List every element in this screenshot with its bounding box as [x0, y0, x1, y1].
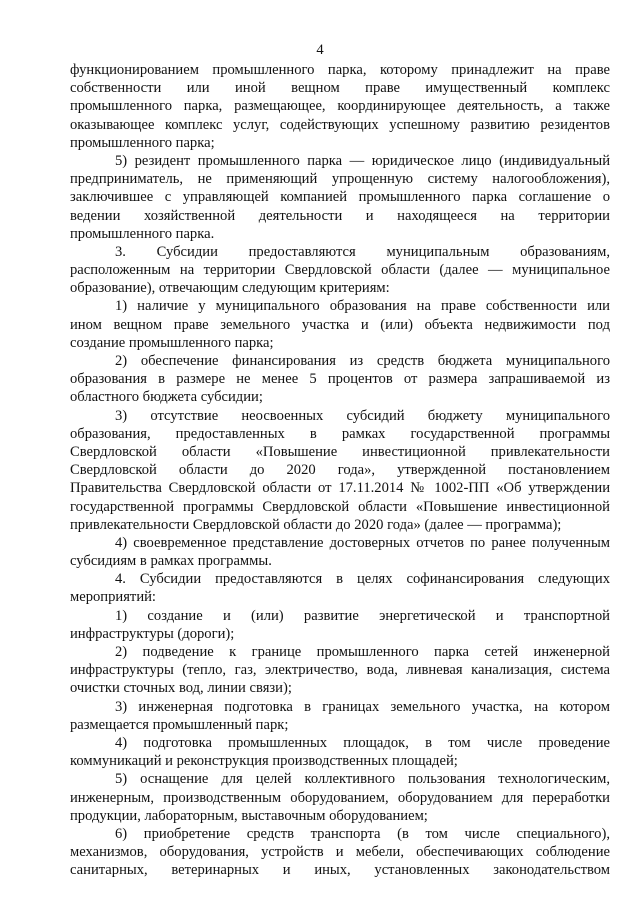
document-body [70, 61, 610, 879]
text-line: продукции, лабораторным, выставочным оборудованием; [70, 807, 428, 824]
text-line: инфраструктуры (дороги); [70, 625, 235, 642]
text-line: 3) отсутствие неосвоенных субсидий бюджету муниципального [115, 407, 610, 424]
paragraph [70, 534, 610, 570]
text-line: 5) оснащение для целей коллективного пользования технологическим, [115, 771, 610, 788]
text-line: 4) своевременное представление достоверных отчетов по ранее полученным [115, 534, 610, 551]
text-line: привлекательности Свердловской области до 2020 года» (далее — программа); [70, 516, 562, 533]
text-line: ином вещном праве земельного участка и (или) объекта недвижимости под [70, 316, 610, 333]
text-line: ведении хозяйственной деятельности и находящееся на территории [70, 207, 610, 224]
text-line: промышленного парка, размещающее, координирующее деятельность, а также [70, 98, 610, 115]
paragraph [70, 243, 610, 298]
text-line: расположенным на территории Свердловской области (далее — муниципальное [70, 262, 610, 279]
paragraph [70, 152, 610, 243]
paragraph [70, 61, 610, 152]
text-line: государственной программы Свердловской области «Повышение инвестиционной [70, 498, 610, 515]
text-line: промышленного парка. [70, 225, 215, 242]
text-line: 1) создание и (или) развитие энергетической и транспортной [115, 607, 610, 624]
text-line: субсидиям в рамках программы. [70, 553, 272, 570]
text-line: 5) резидент промышленного парка — юридическое лицо (индивидуальный [115, 152, 610, 169]
paragraph [70, 352, 610, 407]
text-line: оказывающее комплекс услуг, содействующих успешному развитию резидентов [70, 116, 610, 133]
paragraph [70, 825, 610, 880]
text-line: образования, предоставленных в рамках государственной программы [70, 425, 610, 442]
paragraph [70, 607, 610, 643]
text-line: заключившее с управляющей компанией промышленного парка соглашение о [70, 189, 610, 206]
paragraph [70, 734, 610, 770]
paragraph [70, 297, 610, 352]
text-line: 3) инженерная подготовка в границах земельного участка, на котором [115, 698, 610, 715]
text-line: мероприятий: [70, 589, 156, 606]
page-number: 4 [316, 42, 324, 58]
text-line: Правительства Свердловской области от 17.11.2014 № 1002-ПП «Об утверждении [70, 480, 610, 497]
text-line: создание промышленного парка; [70, 334, 274, 351]
text-line: инфраструктуры (тепло, газ, электричество, вода, ливневая канализация, система [70, 662, 610, 679]
text-line: Свердловской области «Повышение инвестиционной привлекательности [70, 443, 610, 460]
text-line: инженерным, производственным оборудованием, оборудованием для переработки [70, 789, 610, 806]
text-line: образование), отвечающим следующим критериям: [70, 280, 390, 297]
text-line: размещается промышленный парк; [70, 716, 289, 733]
text-line: санитарных, ветеринарных и иных, установленных законодательством [70, 862, 610, 879]
paragraph [70, 407, 610, 534]
text-line: предприниматель, не применяющий упрощенную систему налогообложения), [70, 171, 610, 188]
text-line: 6) приобретение средств транспорта (в том числе специального), [115, 825, 610, 842]
text-line: механизмов, оборудования, устройств и мебели, обеспечивающих соблюдение [70, 844, 610, 861]
paragraph [70, 770, 610, 825]
text-line: 2) подведение к границе промышленного парка сетей инженерной [115, 644, 610, 660]
text-line: собственности или иной вещном праве имущественный комплекс [70, 80, 610, 97]
text-line: очистки сточных вод, линии связи); [70, 680, 292, 697]
text-line: областного бюджета субсидии; [70, 389, 263, 406]
text-line: промышленного парка; [70, 134, 215, 151]
text-line: 1) наличие у муниципального образования на праве собственности или [115, 298, 610, 315]
text-line: Свердловской области до 2020 года», утвержденной постановлением [70, 462, 610, 479]
paragraph [70, 570, 610, 606]
text-line: коммуникаций и реконструкция производственных площадей; [70, 753, 458, 770]
paragraph [70, 643, 610, 698]
text-line: 4. Субсидии предоставляются в целях софинансирования следующих [115, 571, 610, 588]
text-line: функционированием промышленного парка, которому принадлежит на праве [70, 62, 610, 78]
text-line: образования в размере не менее 5 процентов от размера запрашиваемой из [70, 371, 610, 388]
text-line: 4) подготовка промышленных площадок, в том числе проведение [115, 734, 610, 751]
paragraph [70, 698, 610, 734]
text-line: 3. Субсидии предоставляются муниципальным образованиям, [115, 243, 610, 260]
text-line: 2) обеспечение финансирования из средств бюджета муниципального [115, 353, 610, 369]
